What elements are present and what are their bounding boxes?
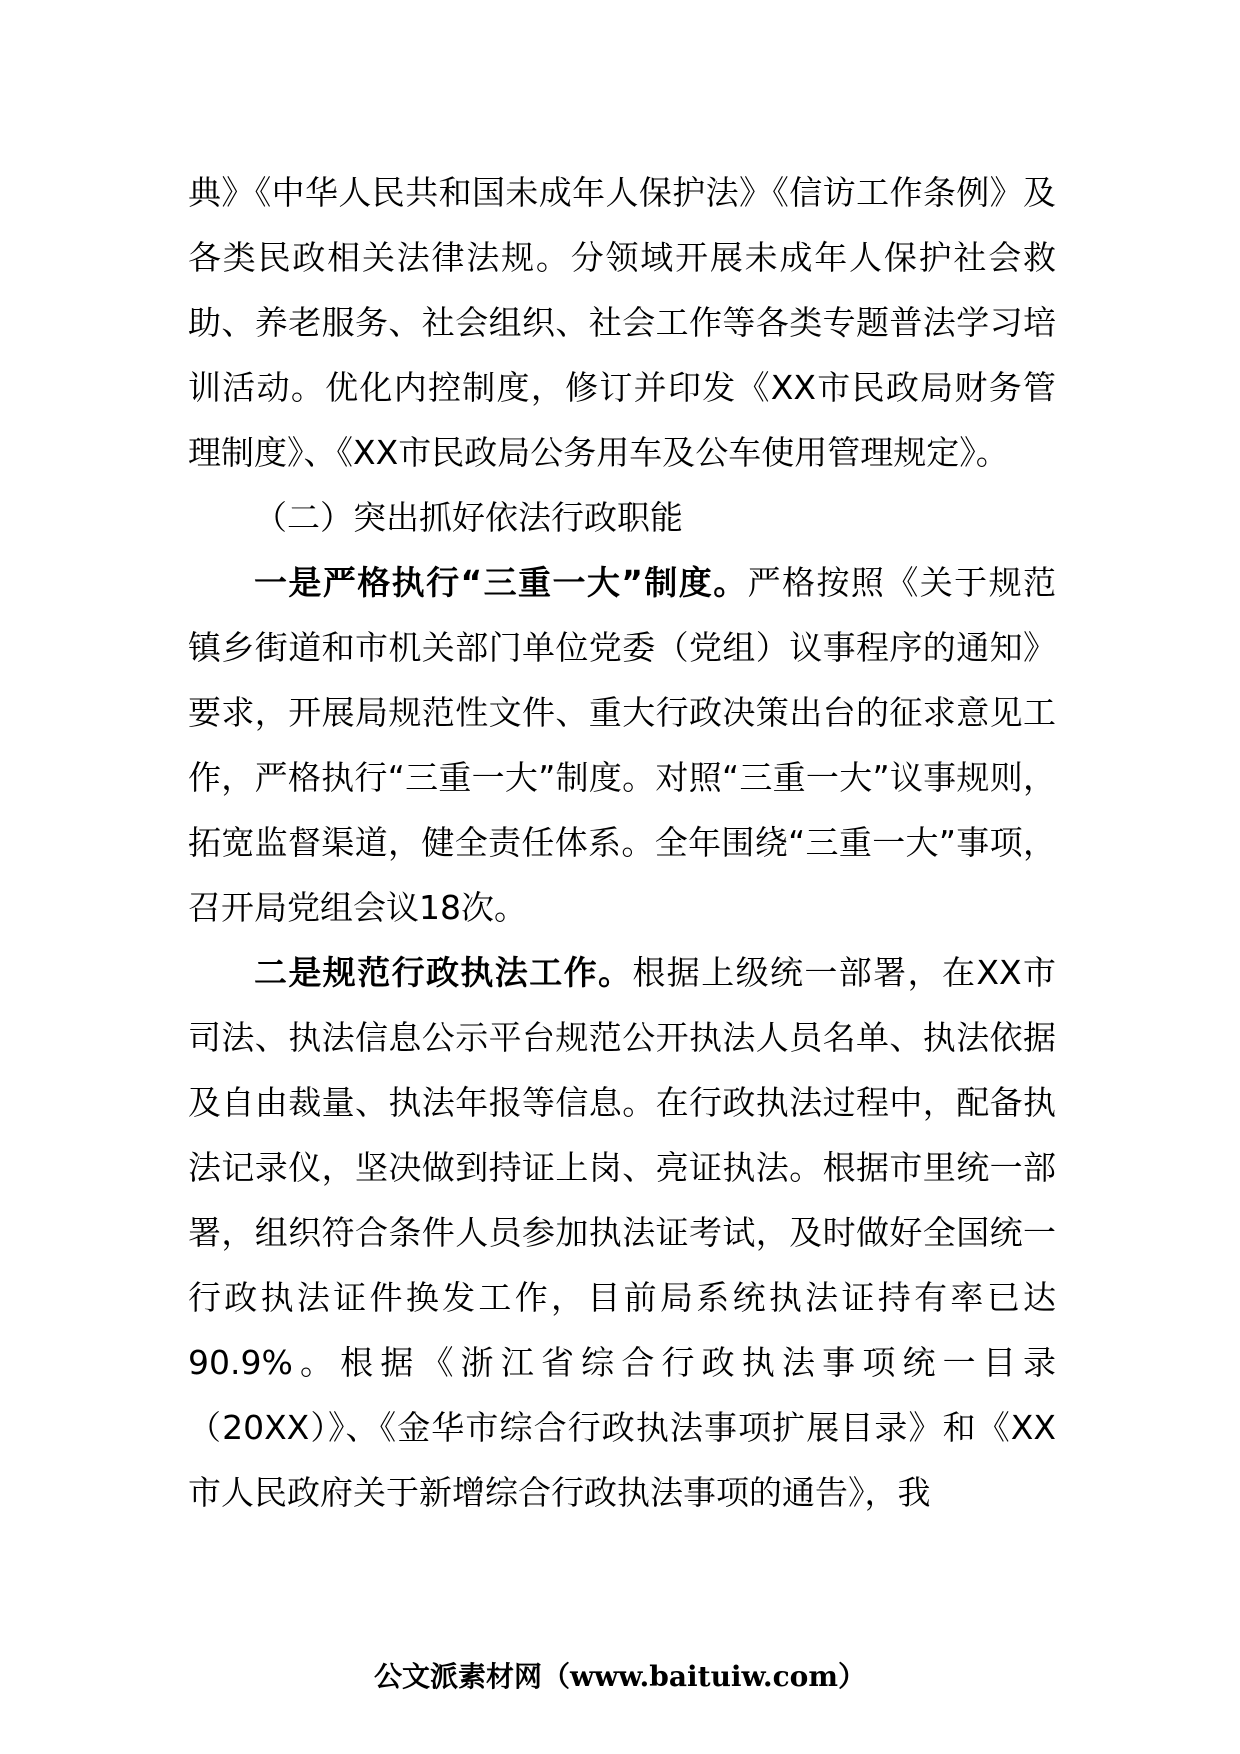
document-body bbox=[188, 160, 1056, 1525]
paragraph-continued: 典》《中华人民共和国未成年人保护法》《信访工作条例》及各类民政相关法律法规。分领域开展未成年人保护社会救助、养老服务、社会组织、社会工作等各类专题普法学习培训活动。优化内控制度，修订并印发《XX市民政局财务管理制度》、《XX市民政局公务用车及公车使用管理规定》。 bbox=[188, 173, 1056, 472]
paragraph-item-2 bbox=[188, 940, 1056, 1525]
item-2-lead: 二是规范行政执法工作。 bbox=[254, 953, 633, 992]
item-1-text: 严格按照《关于规范镇乡街道和市机关部门单位党委（党组）议事程序的通知》要求，开展局规范性文件、重大行政决策出台的征求意见工作，严格执行“三重一大”制度。对照“三重一大”议事规则，拓宽监督渠道，健全责任体系。全年围绕“三重一大”事项，召开局党组会议18次。 bbox=[188, 563, 1056, 927]
section-heading: （二）突出抓好依法行政职能 bbox=[254, 498, 683, 537]
item-2-text: 根据上级统一部署，在XX市司法、执法信息公示平台规范公开执法人员名单、执法依据及自由裁量、执法年报等信息。在行政执法过程中，配备执法记录仪，坚决做到持证上岗、亮证执法。根据市里统一部署，组织符合条件人员参加执法证考试，及时做好全国统一行政执法证件换发工作，目前局系统执法证持有率已达90.9%。根据《浙江省综合行政执法事项统一目录（20XX）》、《金华市综合行政执法事项扩展目录》和《XX市人民政府关于新增综合行政执法事项的通告》，我 bbox=[188, 953, 1056, 1512]
paragraph-item-1 bbox=[188, 550, 1056, 940]
footer-watermark: 公文派素材网（www.baituiw.com） bbox=[374, 1660, 866, 1693]
item-1-lead: 一是严格执行“三重一大”制度。 bbox=[254, 563, 748, 602]
